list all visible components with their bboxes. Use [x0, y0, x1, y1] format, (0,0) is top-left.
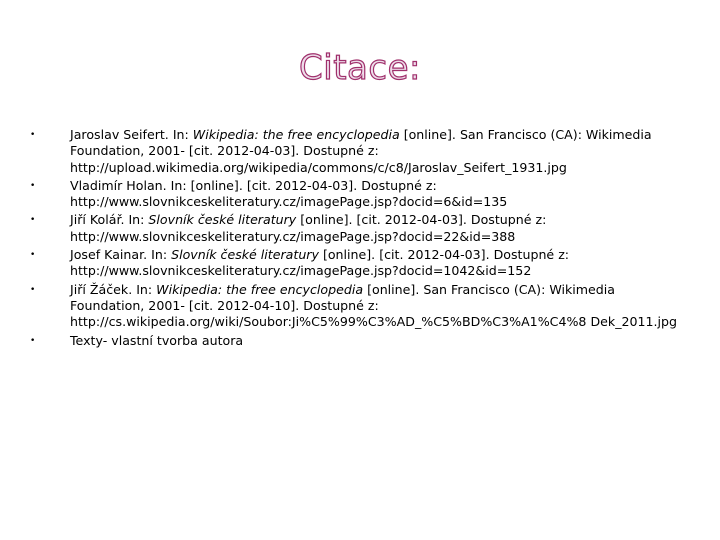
citation-item	[30, 333, 692, 349]
citation-item	[30, 212, 692, 245]
citation-url: http://www.slovnikceskeliteratury.cz/imagePage.jsp?docid=22&id=388	[70, 228, 516, 244]
citation-italic-text: Slovník české literatury	[148, 212, 297, 228]
citation-text: Jiří Kolář. In:	[70, 212, 149, 228]
bullet-icon: •	[30, 130, 36, 140]
citation-italic-text: Wikipedia: the free encyclopedia	[192, 127, 400, 142]
citation-italic-text: Wikipedia: the free encyclopedia	[156, 281, 364, 297]
bullet-icon: •	[30, 250, 36, 261]
citation-text: Jaroslav Seifert. In:	[70, 127, 193, 142]
citation-text: Josef Kainar. In:	[70, 247, 172, 263]
citation-text: [online]. [cit. 2012-04-03]. Dostupné z:	[318, 247, 570, 263]
citation-item	[30, 127, 692, 176]
citation-item	[30, 282, 692, 331]
citation-list	[30, 127, 692, 351]
bullet-icon: •	[30, 215, 36, 226]
citation-text: [online]. San Francisco (CA): Wikimedia Foundation, 2001- [cit. 2012-04-10]. Dostupné z:	[70, 281, 616, 313]
citation-text: [online]. San Francisco (CA): Wikimedia Foundation, 2001- [cit. 2012-04-03]. Dostupné z:	[70, 127, 652, 159]
citation-item	[30, 247, 692, 280]
citation-text: Texty- vlastní tvorba autora	[70, 332, 244, 348]
citation-url: http://upload.wikimedia.org/wikipedia/commons/c/c8/Jaroslav_Seifert_1931.jpg	[70, 159, 567, 175]
citation-url: http://www.slovnikceskeliteratury.cz/imagePage.jsp?docid=1042&id=152	[70, 263, 532, 279]
bullet-icon: •	[30, 284, 36, 295]
slide-title: Citace:	[299, 48, 421, 88]
citation-italic-text: Slovník české literatury	[171, 247, 319, 263]
citation-text: http://cs.wikipedia.org/wiki/Soubor:Ji%C5%99%C3%AD_%C5%BD%C3%A1%C4%8 Dek_2011.jpg	[70, 314, 678, 330]
bullet-icon: •	[30, 180, 36, 191]
citation-text: Vladimír Holan. In: [online]. [cit. 2012-04-03]. Dostupné z:	[70, 177, 437, 193]
citation-text: [online]. [cit. 2012-04-03]. Dostupné z:	[296, 212, 547, 228]
citation-text: Jiří Žáček. In:	[70, 281, 157, 297]
bullet-icon: •	[30, 335, 36, 346]
citation-item	[30, 178, 692, 211]
citation-url: http://www.slovnikceskeliteratury.cz/imagePage.jsp?docid=6&id=135	[70, 194, 508, 210]
